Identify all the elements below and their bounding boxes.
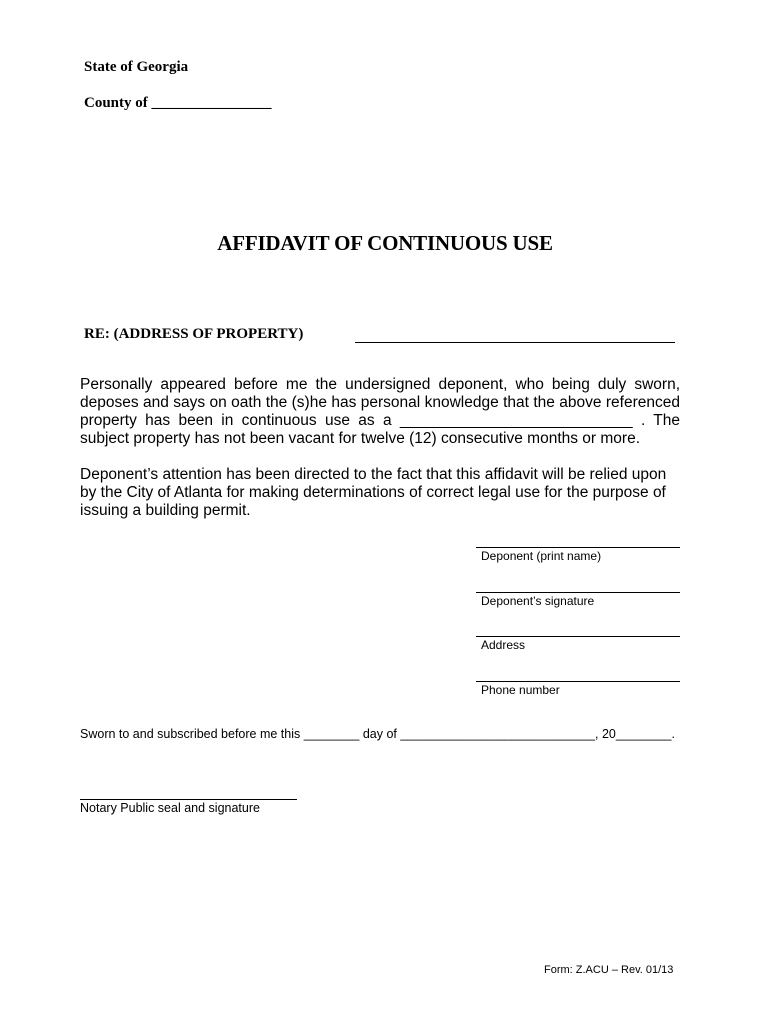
form-identifier: Form: Z.ACU – Rev. 01/13: [544, 964, 674, 976]
phone-label: Phone number: [481, 683, 560, 697]
address-label: Address: [481, 638, 526, 652]
property-address-line[interactable]: [355, 342, 675, 343]
affidavit-paragraph-2: Deponent’s attention has been directed to the fact that this affidavit will be relied upon by the City of Atlanta for making determinations of correct legal use for the purpose of issuing a building permit.: [80, 466, 667, 519]
state-heading: State of Georgia: [84, 59, 189, 75]
notary-label: Notary Public seal and signature: [80, 801, 260, 815]
document-title: AFFIDAVIT OF CONTINUOUS USE: [217, 231, 553, 255]
affidavit-paragraph-1: Personally appeared before me the undersigned deponent, who being duly sworn, deposes and says on oath the (s)he has personal knowledge that the above referenced property has been in continuous use as a ___________________________ . The subject property has not been vacant for twelve (12) consecutive months or more.: [80, 376, 680, 447]
print-name-label: Deponent (print name): [481, 549, 602, 563]
address-line[interactable]: [476, 636, 680, 637]
signature-label: Deponent’s signature: [481, 594, 595, 608]
phone-line[interactable]: [476, 681, 680, 682]
property-address-label: RE: (ADDRESS OF PROPERTY): [84, 326, 304, 342]
print-name-line[interactable]: [476, 547, 680, 548]
sworn-statement: Sworn to and subscribed before me this ________ day of ____________________________, 20________.: [80, 727, 675, 741]
notary-signature-line[interactable]: [80, 799, 297, 800]
county-heading: County of ________________: [84, 95, 272, 111]
signature-line[interactable]: [476, 592, 680, 593]
